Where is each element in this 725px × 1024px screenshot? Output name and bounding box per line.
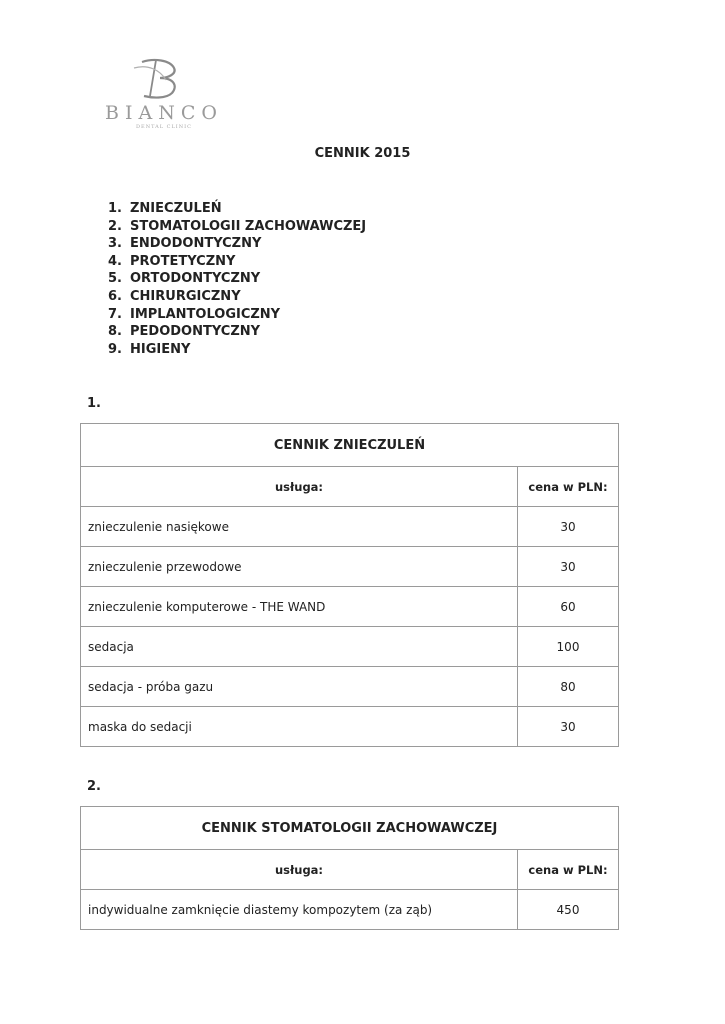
logo-name: BIANCO xyxy=(105,102,223,124)
service-cell: sedacja xyxy=(81,627,518,667)
price-cell: 100 xyxy=(518,627,619,667)
table-row xyxy=(81,507,619,547)
price-table-anesthesia xyxy=(80,423,619,747)
page-title: CENNIK 2015 xyxy=(314,146,411,161)
table-row xyxy=(81,667,619,707)
price-cell: 30 xyxy=(518,547,619,587)
toc-item-label: HIGIENY xyxy=(130,341,191,357)
toc-item-label: CHIRURGICZNY xyxy=(130,288,241,304)
service-cell: sedacja - próba gazu xyxy=(81,667,518,707)
service-cell: znieczulenie nasiękowe xyxy=(81,507,518,547)
table-row xyxy=(81,890,619,930)
toc-item: 7. IMPLANTOLOGICZNY xyxy=(108,306,281,322)
service-cell: znieczulenie przewodowe xyxy=(81,547,518,587)
section-number: 1. xyxy=(87,396,101,411)
toc-item-label: STOMATOLOGII ZACHOWAWCZEJ xyxy=(130,218,367,234)
table-row xyxy=(81,707,619,747)
price-cell: 30 xyxy=(518,707,619,747)
toc-item: 5. ORTODONTYCZNY xyxy=(108,271,261,287)
toc-item-label: ENDODONTYCZNY xyxy=(130,236,262,252)
column-header-service: usługa: xyxy=(81,850,518,890)
service-cell: indywidualne zamknięcie diastemy kompozytem (za ząb) xyxy=(81,890,518,930)
price-cell: 80 xyxy=(518,667,619,707)
toc-item: 3. ENDODONTYCZNY xyxy=(108,236,262,252)
price-table-conservative xyxy=(80,806,619,930)
column-header-service: usługa: xyxy=(81,467,518,507)
column-header-price: cena w PLN: xyxy=(518,467,619,507)
toc-item: 1. ZNIECZULEŃ xyxy=(108,201,222,216)
toc-item-label: PEDODONTYCZNY xyxy=(130,324,261,340)
service-cell: maska do sedacji xyxy=(81,707,518,747)
table-row xyxy=(81,627,619,667)
price-cell: 30 xyxy=(518,507,619,547)
clinic-logo xyxy=(104,56,224,130)
table-row xyxy=(81,547,619,587)
toc-item-label: ORTODONTYCZNY xyxy=(130,271,261,287)
toc-item: 4. PROTETYCZNY xyxy=(108,253,236,269)
toc-item: 6. CHIRURGICZNY xyxy=(108,288,241,304)
toc-item: 8. PEDODONTYCZNY xyxy=(108,324,261,340)
toc-item: 9. HIGIENY xyxy=(108,341,191,357)
toc-item-label: ZNIECZULEŃ xyxy=(130,201,222,216)
column-header-price: cena w PLN: xyxy=(518,850,619,890)
service-cell: znieczulenie komputerowe - THE WAND xyxy=(81,587,518,627)
toc-item: 2. STOMATOLOGII ZACHOWAWCZEJ xyxy=(108,218,367,234)
table-of-contents xyxy=(108,200,366,358)
table-caption: CENNIK STOMATOLOGII ZACHOWAWCZEJ xyxy=(81,807,619,850)
price-cell: 60 xyxy=(518,587,619,627)
logo-subtitle: DENTAL CLINIC xyxy=(136,124,192,130)
table-row xyxy=(81,587,619,627)
price-cell: 450 xyxy=(518,890,619,930)
table-caption: CENNIK ZNIECZULEŃ xyxy=(81,424,619,467)
section-number: 2. xyxy=(87,779,101,794)
logo-b-icon xyxy=(130,56,190,102)
toc-item-label: PROTETYCZNY xyxy=(130,253,236,269)
toc-item-label: IMPLANTOLOGICZNY xyxy=(130,306,281,322)
